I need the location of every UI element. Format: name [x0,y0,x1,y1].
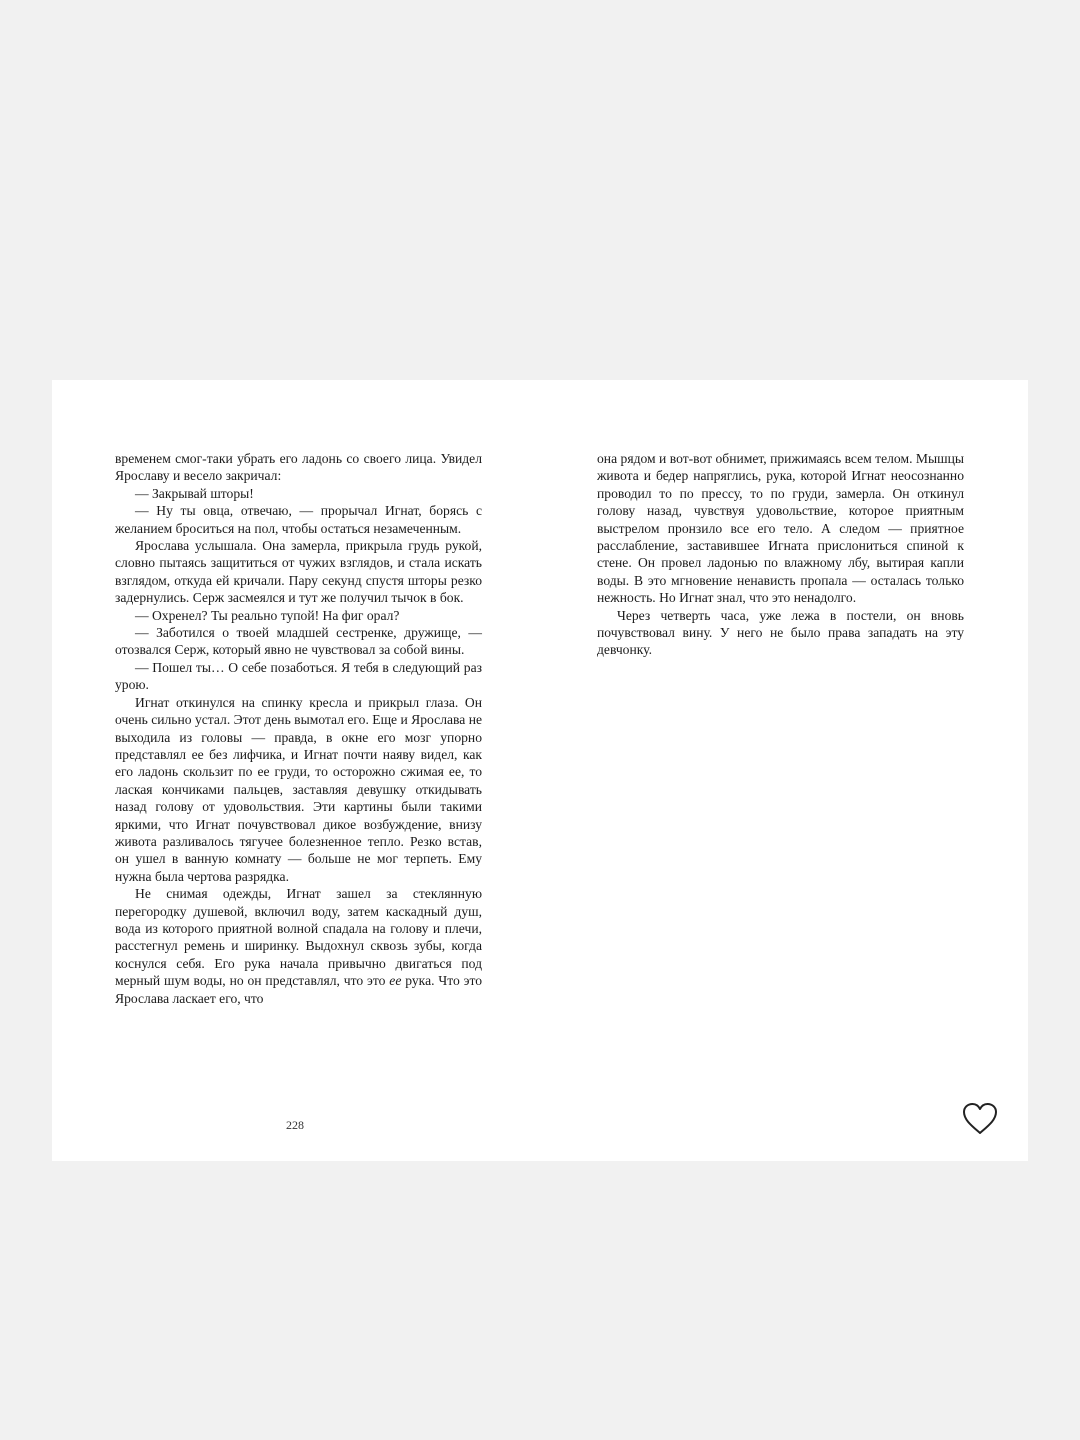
italic-word: ее [389,973,402,989]
paragraph: Через четверть часа, уже лежа в постели, он вновь почувствовал вину. У него не было права западать на эту девчонку. [597,607,964,658]
paragraph: — Пошел ты… О себе позаботься. Я тебя в следующий раз урою. [115,659,482,693]
left-page-text [115,450,482,1007]
paragraph: временем смог-таки убрать его ладонь со своего лица. Увидел Ярославу и весело закричал: [115,451,482,484]
paragraph: — Закрывай шторы! [135,485,254,501]
heart-outline-icon[interactable] [962,1102,998,1136]
paragraph: — Ну ты овца, отвечаю, — прорычал Игнат, борясь с желанием броситься на пол, чтобы остаться незамеченным. [115,503,482,536]
paragraph: — Заботился о твоей младшей сестренке, дружище, — отозвался Серж, который явно не чувствовал за собой вины. [115,625,482,658]
right-page-text [597,450,964,659]
paragraph [115,885,482,1007]
paragraph: — Охренел? Ты реально тупой! На фиг орал? [135,607,400,623]
paragraph-text: Не снимая одежды, Игнат зашел за стеклянную перегородку душевой, включил воду, затем каскадный душ, вода из которого приятной волной спадала на голову и плечи, расстегнул ремень и ширинку. Выдохнул сквозь зубы, когда коснулся себя. Его рука начала привычно двигаться под мерный шум воды, но он представлял, что это [115,886,482,989]
paragraph: она рядом и вот-вот обнимет, прижимаясь всем телом. Мышцы живота и бедер напряглись, рука, которой Игнат неосознанно проводил то по прессу, то по груди, замерла. Он откинул голову назад, чувствуя удовольствие, которое приятным выстрелом пронзило все его тело. А следом — приятное расслабление, заставившее Игната прислониться спиной к стене. Он провел ладонью по влажному лбу, вытирая капли воды. В это мгновение ненависть пропала — осталась только нежность. Но Игнат знал, что это ненадолго. [597,451,964,606]
paragraph-tail: рука. Что это Ярослава ласкает его, что [115,973,483,1006]
paragraph: Ярослава услышала. Она замерла, прикрыла грудь рукой, словно пытаясь защититься от чужих взглядов, и стала искать взглядом, откуда ей кричали. Пару секунд спустя шторы резко задернулись. Серж засмеялся и тут же получил тычок в бок. [115,538,482,606]
paragraph: Игнат откинулся на спинку кресла и прикрыл глаза. Он очень сильно устал. Этот день вымотал его. Еще и Ярослава не выходила из головы — правда, в окне его мозг упорно представлял ее без лифчика, и Игнат почти наяву видел, как его ладонь скользит по ее груди, то осторожно сжимая ее, то лаская кончиками пальцев, заставляя девушку откидывать назад голову от удовольствия. Эти картины были такими яркими, что Игнат почувствовал дикое возбуждение, внизу живота разливалось тягучее болезненное тепло. Резко встав, он ушел в ванную комнату — больше не мог терпеть. Ему нужна была чертова разрядка. [115,694,482,884]
page-number: 228 [286,1118,304,1132]
book-spread [52,380,1028,1161]
